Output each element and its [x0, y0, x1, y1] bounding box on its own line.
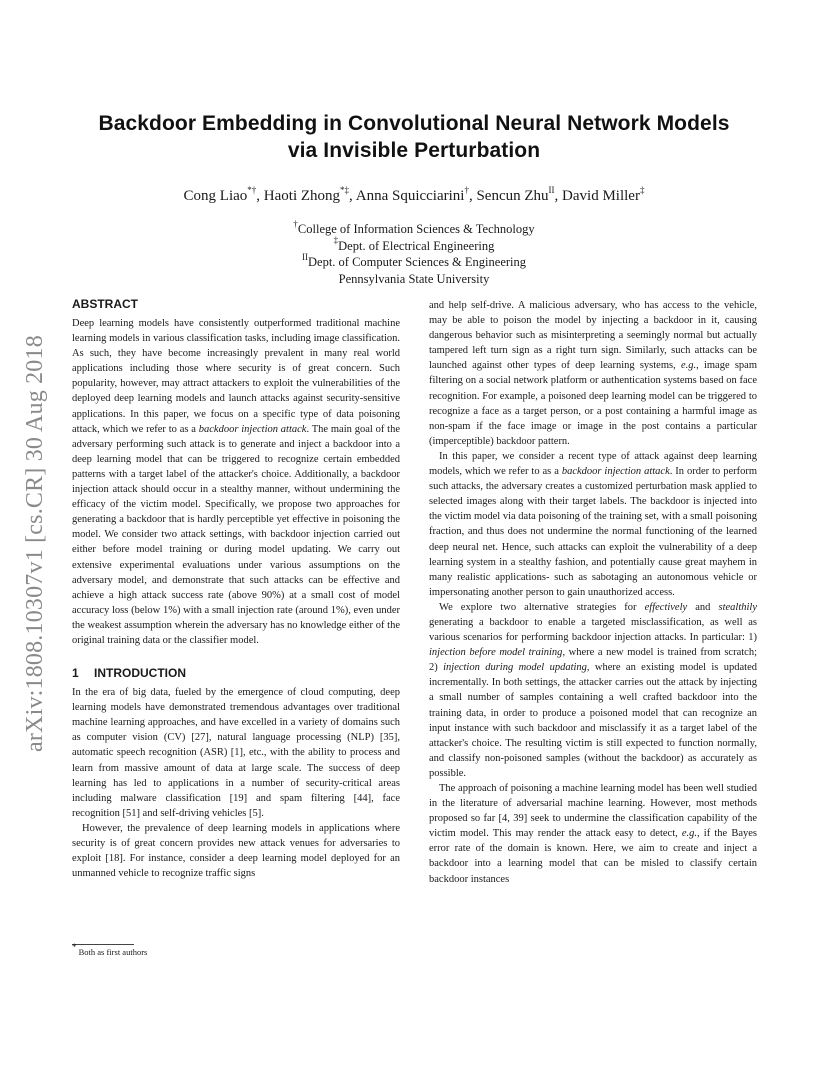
author-name: Sencun Zhu — [476, 188, 549, 204]
author-mark: II — [548, 185, 555, 195]
author-name: David Miller — [562, 188, 640, 204]
right-column — [429, 298, 757, 887]
intro-paragraph: However, the prevalence of deep learning models in applications where security is of great concern provides new attack venues for adversaries to exploit [18]. For instance, consider a deep learning model deployed for an unmanned vehicle to recognize traffic signs — [72, 822, 400, 880]
author-mark: *‡ — [340, 185, 350, 195]
author-name: Haoti Zhong — [263, 188, 341, 204]
title-line-1: Backdoor Embedding in Convolutional Neural Network Models — [98, 112, 730, 135]
footnote: * Both as first authors — [72, 942, 148, 957]
body-paragraph: In this paper, we consider a recent type of attack against deep learning models, which we refer to as a backdoor injection attack. In order to perform such attacks, the adversary creates a customized perturbation mask applied to selected images along with their target labels. The backdoor is injected into the victim model via data poisoning of the training set, with a small poisoning fraction, and thus does not undermine the normal functioning of the learned deep neural net. Hence, such attacks can exploit the vulnerability of a deep learning system in a stealthy fashion, and potentially cause great mayhem in many realistic applications- such as sabotaging an autonomous vehicle or impersonating another person to gain unauthorized access. — [429, 450, 758, 598]
footnote-rule — [72, 944, 134, 945]
abstract-heading: ABSTRACT — [72, 297, 138, 311]
abstract-paragraph: Deep learning models have consistently outperformed traditional machine learning models in various classification tasks, including image classification. As such, they have become increasingly prevalent in many real world applications including those where security is of great concern. Such popularity, however, may attract attackers to exploit the vulnerabilities of the deployed deep learning models and launch attacks against security-sensitive applications. In this paper, we focus on a specific type of data poisoning attack, which we refer to as a backdoor injection attack. The main goal of the adversary performing such attack is to generate and inject a backdoor into a deep learning model that can be triggered to recognize certain embedded patterns with a target label of the attacker's choice. Additionally, a backdoor injection attack should occur in a stealthy manner, without undermining the efficacy of the victim model. Specifically, we propose two approaches for generating a backdoor that is hardly perceptible yet effective in poisoning the model. We consider two attack settings, with backdoor injection carried out either before model training or during model updating. We carry out extensive experimental evaluations under various assumptions on the adversary model, and demonstrate that such attacks can be effective and achieve a high attack success rate (above 90%) at a small cost of model accuracy loss (below 1%) with a small injection rate (around 1%), even under the weakest assumption wherein the adversary has no knowledge either of the original training data or the classifier model. — [72, 318, 400, 646]
body-paragraph: We explore two alternative strategies for effectively and stealthily generating a backdoor to enable a targeted misclassification, as well as various scenarios for performing backdoor injection attacks. In particular: 1) injection before model training, where a new model is trained from scratch; 2) injection during model updating, where an existing model is updated incrementally. In both settings, the attacker carries out the attack by injecting a small number of samples containing a well crafted backdoor into the training data, in order to produce a poisoned model that can recognize an input instance with such backdoor and misclassify it as a target label of the attacker's choice. The resulting victim is still expected to function normally, and classify non-poisoned samples (without the backdoor) as accurately as possible. — [429, 601, 757, 779]
body-paragraph: The approach of poisoning a machine learning model has been well studied in the literature of adversarial machine learning. However, most methods proposed so far [4, 39] seek to undermine the classification capability of the victim model. This may render the attack easy to detect, e.g., if the Bayes error rate of the domain is known. Here, we aim to create and inject a backdoor into a learning model that can be misled to classify certain backdoor instances — [429, 783, 757, 885]
body-paragraph: and help self-drive. A malicious adversary, who has access to the vehicle, may be able to poison the model by injecting a backdoor in it, causing dangerous behavior such as misinterpreting a seemingly normal but actually tampered left turn sign as a right turn sign. Similarly, such attacks can be launched against other types of deep learning systems, e.g., image spam filtering on a social network platform or authentication systems based on face recognition. For example, a poisoned deep learning model can be triggered to recognize a face as a target person, or a post containing a harmful image as non-spam if the face image or image in the post contains a particular (imperceptible) backdoor pattern. — [429, 300, 757, 447]
author-mark: † — [464, 185, 469, 195]
affiliation: ‡Dept. of Electrical Engineering — [333, 235, 495, 253]
footnote-mark: * — [72, 942, 77, 953]
left-column — [72, 296, 400, 881]
title-line-2: via Invisible Perturbation — [287, 139, 541, 162]
author-mark: ‡ — [639, 185, 645, 195]
affiliation-list — [40, 218, 788, 287]
author-name: Anna Squicciarini — [355, 188, 465, 204]
affiliation: $^{II}$Dept. of Computer Sciences & Engineering — [302, 251, 526, 269]
author-name: Cong Liao — [183, 188, 248, 204]
author-mark: *† — [247, 185, 257, 195]
affiliation: †College of Information Sciences & Technology — [293, 218, 535, 236]
author-list: Cong Liao*†, Haoti Zhong*‡, Anna Squicciarini†, Sencun Zhu$^{II}$, David Miller‡ — [183, 185, 645, 204]
affiliation: Pennsylvania State University — [338, 271, 490, 286]
arxiv-identifier: arXiv:1808.10307v1 [cs.CR] 30 Aug 2018 — [22, 335, 48, 752]
intro-paragraph: In the era of big data, fueled by the emergence of cloud computing, deep learning models have demonstrated tremendous advantages over traditional machine learning approaches, and have excelled in a variety of domains such as computer vision (CV) [27], natural language processing (NLP) [35], automatic speech recognition (ASR) [1], etc., with the ability to process and learn from massive amount of data at large scale. The success of deep learning has led to applications in a number of security-critical areas including malware classification [19] and spam filtering [44], face recognition [51] and self-driving vehicles [5]. — [72, 687, 400, 819]
section-number: 1 — [72, 666, 79, 681]
introduction-heading: 1 INTRODUCTION — [72, 666, 186, 681]
paper-title — [40, 110, 788, 164]
